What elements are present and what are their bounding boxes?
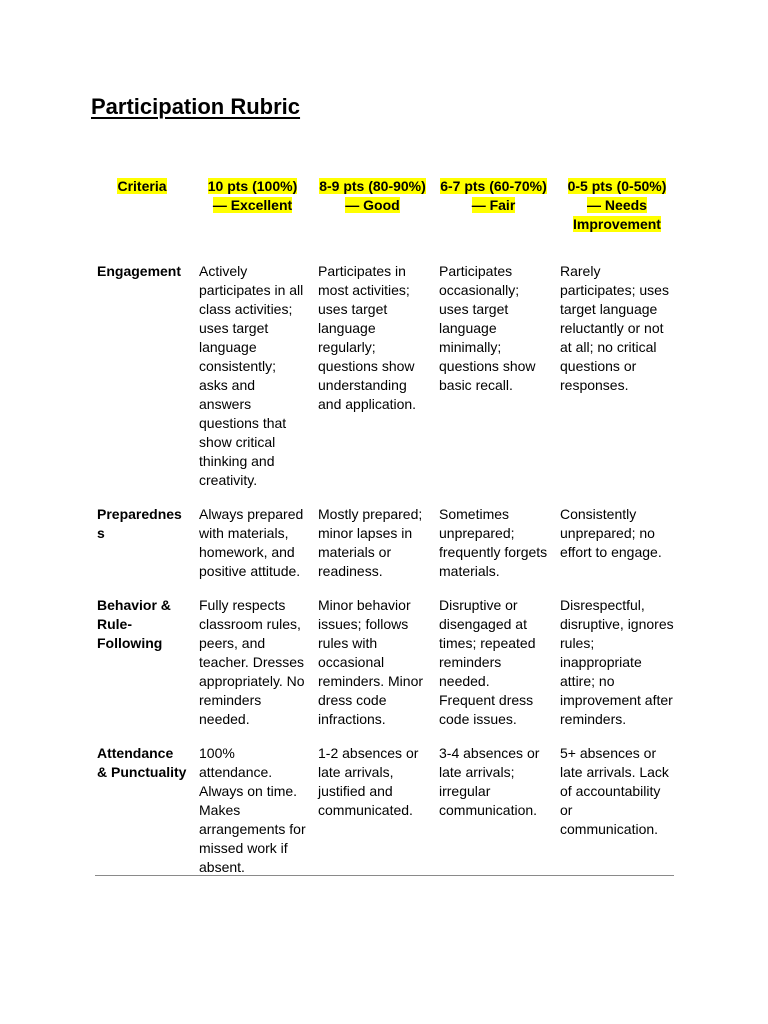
horizontal-divider — [95, 875, 674, 876]
level-cell-excellent: Actively participates in all class activities; uses target language consistently; asks and answers questions that show critical thinking and creativity. — [199, 263, 304, 488]
level-cell-fair: Disruptive or disengaged at times; repeated reminders needed. Frequent dress code issues. — [439, 597, 536, 727]
header-label: 8-9 pts (80-90%) — Good — [319, 178, 426, 213]
level-cell-fair: 3-4 absences or late arrivals; irregular communication. — [439, 745, 540, 818]
header-cell-needs-improvement — [554, 172, 680, 257]
criterion-label: Preparedness — [97, 506, 182, 541]
level-cell-good: Participates in most activities; uses target language regularly; questions show understanding and application. — [318, 263, 417, 412]
criterion-label: Engagement — [97, 263, 182, 279]
level-cell-needs-improvement: 5+ absences or late arrivals. Lack of accountability or communication. — [560, 745, 669, 837]
rubric-table — [91, 172, 680, 887]
page-title: Participation Rubric — [91, 94, 301, 119]
level-cell-good: Mostly prepared; minor lapses in materials or readiness. — [318, 506, 423, 579]
level-cell-good: 1-2 absences or late arrivals, justified and communicated. — [318, 745, 419, 818]
level-cell-needs-improvement: Disrespectful, disruptive, ignores rules; inappropriate attire; no improvement after reminders. — [560, 597, 674, 727]
table-row-preparedness — [91, 500, 680, 591]
header-label: 6-7 pts (60-70%) — Fair — [440, 178, 547, 213]
criterion-label: Behavior & Rule-Following — [97, 597, 171, 651]
level-cell-needs-improvement: Consistently unprepared; no effort to engage. — [560, 506, 662, 560]
level-cell-excellent: Always prepared with materials, homework, and positive attitude. — [199, 506, 304, 579]
criterion-label: Attendance & Punctuality — [97, 745, 187, 780]
header-cell-fair — [433, 172, 554, 257]
header-label: Criteria — [117, 178, 167, 194]
level-cell-fair: Participates occasionally; uses target language minimally; questions show basic recall. — [439, 263, 536, 393]
rubric-body — [91, 257, 680, 887]
level-cell-excellent: 100% attendance. Always on time. Makes arrangements for missed work if absent. — [199, 745, 306, 875]
header-cell-criteria — [91, 172, 193, 257]
table-row-attendance — [91, 739, 680, 887]
table-row-behavior — [91, 591, 680, 739]
header-label: 0-5 pts (0-50%) — Needs Improvement — [567, 178, 667, 232]
level-cell-good: Minor behavior issues; follows rules with occasional reminders. Minor dress code infractions. — [318, 597, 424, 727]
table-row-engagement — [91, 257, 680, 500]
rubric-header — [91, 172, 680, 257]
header-cell-good — [312, 172, 433, 257]
level-cell-excellent: Fully respects classroom rules, peers, and teacher. Dresses appropriately. No reminders needed. — [199, 597, 305, 727]
header-cell-excellent — [193, 172, 312, 257]
level-cell-needs-improvement: Rarely participates; uses target language reluctantly or not at all; no critical questions or responses. — [560, 263, 669, 393]
header-label: 10 pts (100%) — Excellent — [207, 178, 298, 213]
level-cell-fair: Sometimes unprepared; frequently forgets materials. — [439, 506, 548, 579]
header-row — [91, 172, 680, 257]
